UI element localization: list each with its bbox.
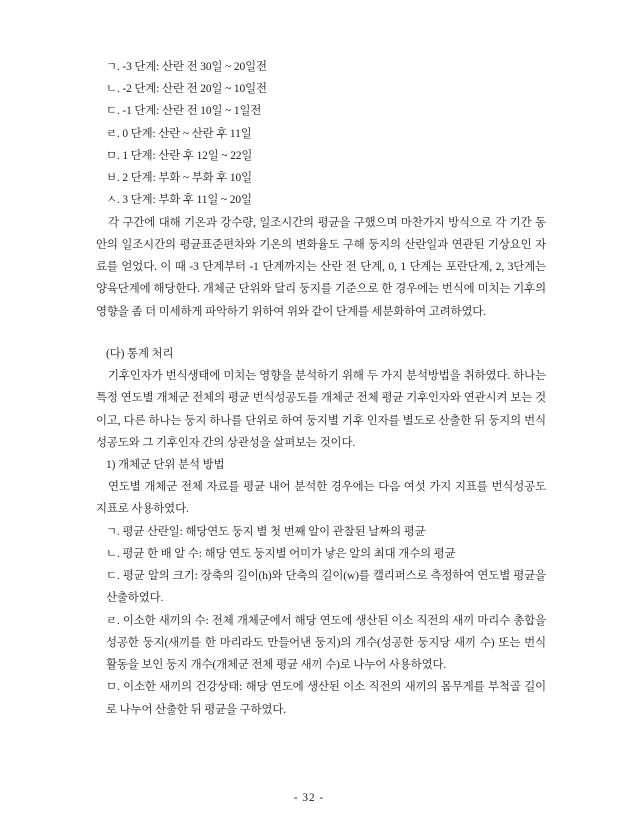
metric-item: ㄴ. 평균 한 배 알 수: 해당 연도 둥지별 어미가 낳은 알의 최대 개수의 평균 [106, 547, 456, 560]
metric-item: ㄱ. 평균 산란일: 해당연도 둥지 별 첫 번째 알이 관찰된 날짜의 평균 [106, 525, 426, 538]
stage-list-item: ㄴ. -2 단계: 산란 전 20일 ~ 10일전 [106, 83, 267, 96]
heading-statistics: (다) 통계 처리 [106, 347, 174, 360]
stage-list-item: ㄷ. -1 단계: 산란 전 10일 ~ 1일전 [106, 105, 262, 118]
heading-population-unit-method: 1) 개체군 단위 분석 방법 [106, 458, 225, 471]
metric-item: ㅁ. 이소한 새끼의 건강상태: 해당 연도에 생산된 이소 직전의 새끼의 몸무게를 부척골 길이로 나누어 산출한 뒤 평균을 구하였다. [106, 681, 546, 716]
paragraph-analysis-methods: 기후인자가 번식생태에 미치는 영향을 분석하기 위해 두 가지 분석방법을 취하였다. 하나는 특정 연도별 개체군 전체의 평균 번식성공도를 개체군 전체 평균 기후인자와 연관시켜 보는 것이고, 다른 하나는 둥지 하나를 단위로 하여 둥지별 기후 인자를 별도로 산출한 뒤 둥지의 번식성공도와 그 기후인자 간의 상관성을 살펴보는 것이다. [96, 370, 546, 449]
stage-list-item: ㅂ. 2 단계: 부화 ~ 부화 후 10일 [106, 172, 253, 185]
stage-list-item: ㅅ. 3 단계: 부화 후 11일 ~ 20일 [106, 194, 252, 207]
page-number: - 32 - [293, 792, 325, 804]
paragraph-spacer [96, 323, 546, 343]
metric-item: ㄹ. 이소한 새끼의 수: 전체 개체군에서 해당 연도에 생산된 이소 직전의 새끼 마리수 총합을 성공한 둥지(새끼를 한 마리라도 만들어낸 둥지)의 개수(성공한 둥지당 새끼 수) 또는 번식 활동을 보인 둥지 개수(개체군 전체 평균 새끼 수)로 나누어 사용하였다. [106, 614, 546, 672]
stage-list-item: ㅁ. 1 단계: 산란 후 12일 ~ 22일 [106, 149, 253, 162]
stage-list-item: ㄱ. -3 단계: 산란 전 30일 ~ 20일전 [106, 61, 267, 73]
stage-list-item: ㄹ. 0 단계: 산란 ~ 산란 후 11일 [106, 127, 252, 140]
page-body [96, 56, 546, 721]
paragraph-climate-intervals: 각 구간에 대해 기온과 강수량, 일조시간의 평균을 구했으며 마찬가지 방식으로 각 기간 동안의 일조시간의 평균표준편차와 기온의 변화율도 구해 둥지의 산란일과 연관된 기상요인 자료를 얻었다. 이 때 -3 단계부터 -1 단계까지는 산란 전 단계, 0, 1 단계는 포란단계, 2, 3단계는 양육단계에 해당한다. 개체군 단위와 달리 둥지를 기준으로 한 경우에는 번식에 미치는 기후의 영향을 좀 더 미세하게 파악하기 위하여 위와 같이 단계를 세분화하여 고려하였다. [96, 216, 546, 318]
metric-item: ㄷ. 평균 알의 크기: 장축의 길이(h)와 단축의 길이(w)를 캘리퍼스로 측정하여 연도별 평균을 산출하였다. [106, 570, 546, 605]
paragraph-six-metrics: 연도별 개체군 전체 자료를 평균 내어 분석한 경우에는 다음 여섯 가지 지표를 번식성공도 지표로 사용하였다. [96, 481, 546, 516]
